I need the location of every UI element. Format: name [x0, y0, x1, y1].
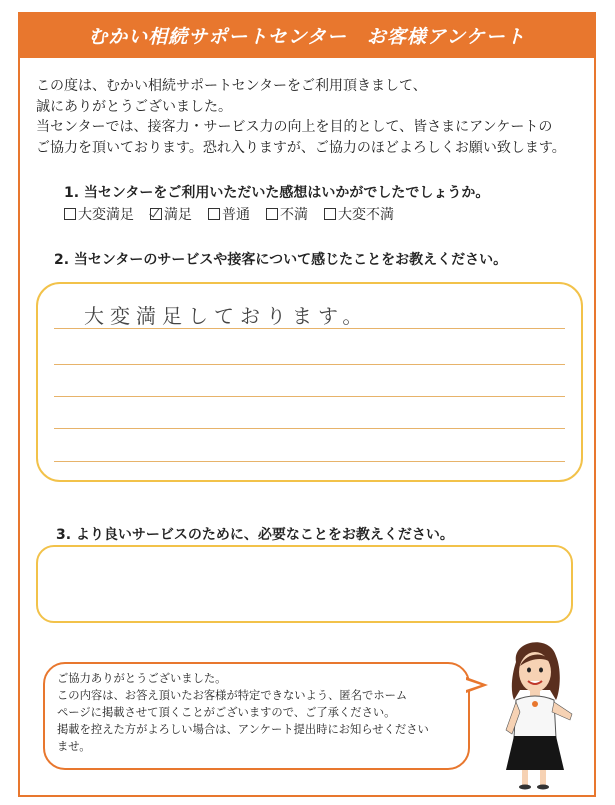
answer-2-box[interactable] — [36, 282, 583, 482]
ruled-line — [54, 328, 565, 329]
footer-line: ませ。 — [57, 740, 91, 753]
option-neutral[interactable] — [208, 204, 250, 224]
ruled-line — [54, 428, 565, 429]
intro-text — [36, 76, 591, 158]
option-label: 満足 — [164, 207, 192, 223]
ruled-line — [54, 396, 565, 397]
checkbox-checked[interactable] — [150, 208, 162, 220]
intro-line: この度は、むかい相続サポートセンターをご利用頂きまして、 — [36, 78, 427, 94]
answer-3-box[interactable] — [36, 545, 573, 623]
option-label: 不満 — [280, 207, 308, 223]
checkbox[interactable] — [324, 208, 336, 220]
page-title: むかい相続サポートセンター お客様アンケート — [18, 12, 596, 58]
option-dissatisfied[interactable] — [266, 204, 308, 224]
option-very-satisfied[interactable] — [64, 204, 134, 224]
question-3: 3. より良いサービスのために、必要なことをお教えください。 — [56, 527, 454, 543]
question-1: 1. 当センターをご利用いただいた感想はいかがでしたでしょうか。 — [64, 185, 490, 201]
intro-line: ご協力を頂いております。恐れ入りますが、ご協力のほどよろしくお願い致します。 — [36, 139, 566, 156]
option-label: 普通 — [222, 207, 250, 223]
thanks-speech-bubble — [43, 662, 470, 770]
footer-line: この内容は、お答え頂いたお客様が特定できないよう、匿名でホーム — [57, 689, 408, 702]
bubble-tail-inner — [466, 680, 481, 690]
footer-line: ご協力ありがとうございました。 — [57, 672, 227, 685]
satisfaction-options — [64, 204, 394, 224]
ruled-line — [54, 461, 565, 462]
footer-line: ページに掲載させて頂くことがございますので、ご了承ください。 — [57, 706, 396, 719]
question-2: 2. 当センターのサービスや接客について感じたことをお教えください。 — [54, 252, 508, 268]
option-very-dissatisfied[interactable] — [324, 204, 394, 224]
handwritten-answer: 大変満足しております。 — [84, 304, 369, 328]
option-label: 大変不満 — [338, 207, 394, 223]
checkbox[interactable] — [266, 208, 278, 220]
staff-illustration-icon — [490, 630, 580, 790]
option-label: 大変満足 — [78, 207, 134, 223]
ruled-line — [54, 364, 565, 365]
intro-line: 当センターでは、接客力・サービス力の向上を目的として、皆さまにアンケートの — [36, 119, 553, 135]
checkbox[interactable] — [208, 208, 220, 220]
checkbox[interactable] — [64, 208, 76, 220]
intro-line: 誠にありがとうございました。 — [36, 98, 232, 115]
footer-line: 掲載を控えた方がよろしい場合は、アンケート提出時にお知らせください — [57, 723, 429, 736]
option-satisfied[interactable] — [150, 204, 192, 224]
